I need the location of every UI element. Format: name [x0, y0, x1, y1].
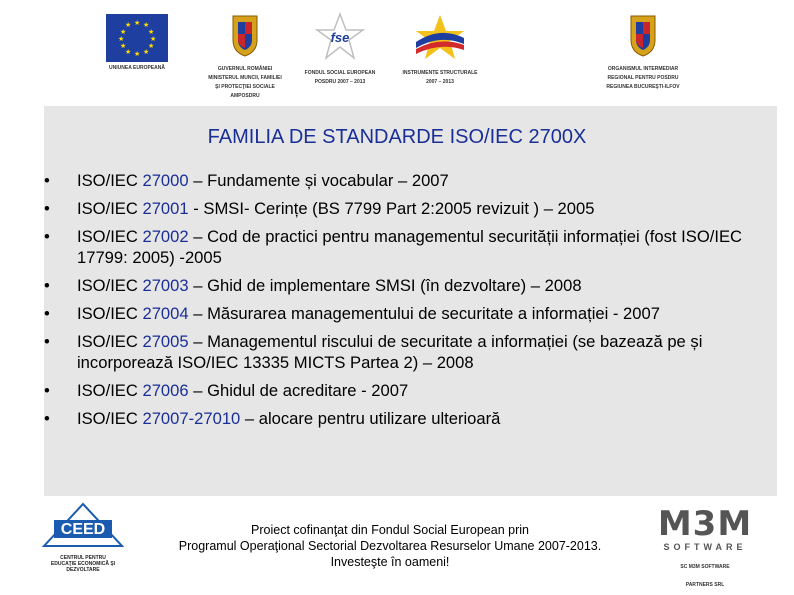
ceed-emblem-icon [40, 500, 126, 550]
m3m-caption-1: SC M3M SOFTWARE [680, 564, 730, 570]
slide-title: FAMILIA DE STANDARDE ISO/IEC 2700X [207, 126, 587, 148]
fse-caption-1: FONDUL SOCIAL EUROPEAN [304, 70, 376, 76]
fse-mark: fse [330, 30, 350, 45]
item-text: – Managementul riscului de securitate a informației (se bazează pe și incorporează ISO/IEC 13335 MICTS Partea 2) – 2008 [77, 332, 703, 372]
item-text: – Cod de practici pentru managementul securității informației (fost ISO/IEC 17799: 2005) -2005 [77, 227, 742, 267]
m3m-word: M3M [657, 504, 753, 544]
gov-caption-3: ŞI PROTECŢIEI SOCIALE [215, 84, 275, 90]
list-item [44, 170, 778, 191]
item-prefix: ISO/IEC [77, 304, 143, 323]
intermediate-body-logo [598, 14, 688, 90]
bullet: • [44, 381, 50, 400]
structural-star-icon [413, 12, 467, 62]
oi-caption-2: REGIONAL PENTRU POSDRU [607, 75, 679, 81]
standards-list [44, 170, 778, 436]
ceed-logo [40, 500, 126, 573]
structural-instruments-logo [400, 12, 480, 85]
fse-caption-2: POSDRU 2007 – 2013 [314, 79, 366, 85]
item-code: 27007-27010 [142, 409, 241, 428]
footer-text [130, 522, 650, 570]
list-item [44, 408, 778, 429]
eu-flag-icon: ★ ★ ★ ★ ★ ★ ★ ★ ★ ★ ★ ★ [106, 14, 168, 62]
coat-of-arms-icon [230, 14, 260, 58]
item-code: 27001 [142, 199, 189, 218]
item-code: 27002 [142, 227, 189, 246]
gov-caption-4: AMPOSDRU [230, 93, 260, 99]
list-item [44, 303, 778, 324]
ceed-caption-1: CENTRUL PENTRU [60, 555, 106, 561]
coat-of-arms-icon [628, 14, 658, 58]
ceed-word: CEED [60, 521, 106, 538]
is-caption-2: 2007 – 2013 [426, 79, 454, 85]
ceed-caption-2: EDUCAŢIE ECONOMICĂ ŞI [50, 561, 116, 567]
bullet: • [44, 304, 50, 323]
item-prefix: ISO/IEC [77, 199, 143, 218]
bullet: • [44, 276, 50, 295]
fse-logo [300, 12, 380, 85]
eu-logo [100, 14, 174, 71]
ceed-caption-3: DEZVOLTARE [66, 567, 100, 573]
item-text: – Măsurarea managementului de securitate a informației - 2007 [188, 304, 660, 323]
oi-caption-1: ORGANISMUL INTERMEDIAR [607, 66, 679, 72]
list-item [44, 198, 778, 219]
gov-caption-1: GUVERNUL ROMÂNIEI [217, 66, 273, 72]
gov-caption-2: MINISTERUL MUNCII, FAMILIEI [208, 75, 282, 81]
list-item [44, 226, 778, 268]
oi-caption-3: REGIUNEA BUCUREŞTI-ILFOV [606, 84, 680, 90]
item-prefix: ISO/IEC [77, 276, 143, 295]
bullet: • [44, 409, 50, 428]
item-code: 27003 [142, 276, 189, 295]
item-text: – alocare pentru utilizare ulterioară [240, 409, 501, 428]
item-text: – Ghidul de acreditare - 2007 [188, 381, 409, 400]
item-text: - SMSI- Cerințe (BS 7799 Part 2:2005 revizuit ) – 2005 [188, 199, 595, 218]
list-item [44, 331, 778, 373]
item-code: 27005 [142, 332, 189, 351]
item-code: 27004 [142, 304, 189, 323]
bullet: • [44, 227, 50, 246]
footer-line-2: Programul Operaţional Sectorial Dezvoltarea Resurselor Umane 2007-2013. [178, 539, 602, 553]
eu-caption: UNIUNEA EUROPEANĂ [109, 65, 165, 71]
footer-line-3: Investeşte în oameni! [330, 555, 450, 569]
item-code: 27006 [142, 381, 189, 400]
item-prefix: ISO/IEC [77, 409, 143, 428]
item-text: – Ghid de implementare SMSI (în dezvoltare) – 2008 [188, 276, 582, 295]
is-caption-1: INSTRUMENTE STRUCTURALE [402, 70, 478, 76]
bullet: • [44, 199, 50, 218]
bullet: • [44, 332, 50, 351]
item-prefix: ISO/IEC [77, 171, 143, 190]
item-code: 27000 [142, 171, 189, 190]
item-text: – Fundamente și vocabular – 2007 [188, 171, 449, 190]
government-logo [200, 14, 290, 99]
m3m-software: SOFTWARE [663, 542, 747, 552]
list-item [44, 275, 778, 296]
item-prefix: ISO/IEC [77, 381, 143, 400]
item-prefix: ISO/IEC [77, 332, 143, 351]
footer-line-1: Proiect cofinanţat din Fondul Social European prin [251, 523, 529, 537]
item-prefix: ISO/IEC [77, 227, 143, 246]
list-item [44, 380, 778, 401]
bullet: • [44, 171, 50, 190]
m3m-logo [650, 506, 760, 588]
m3m-caption-2: PARTNERS SRL [685, 582, 725, 588]
